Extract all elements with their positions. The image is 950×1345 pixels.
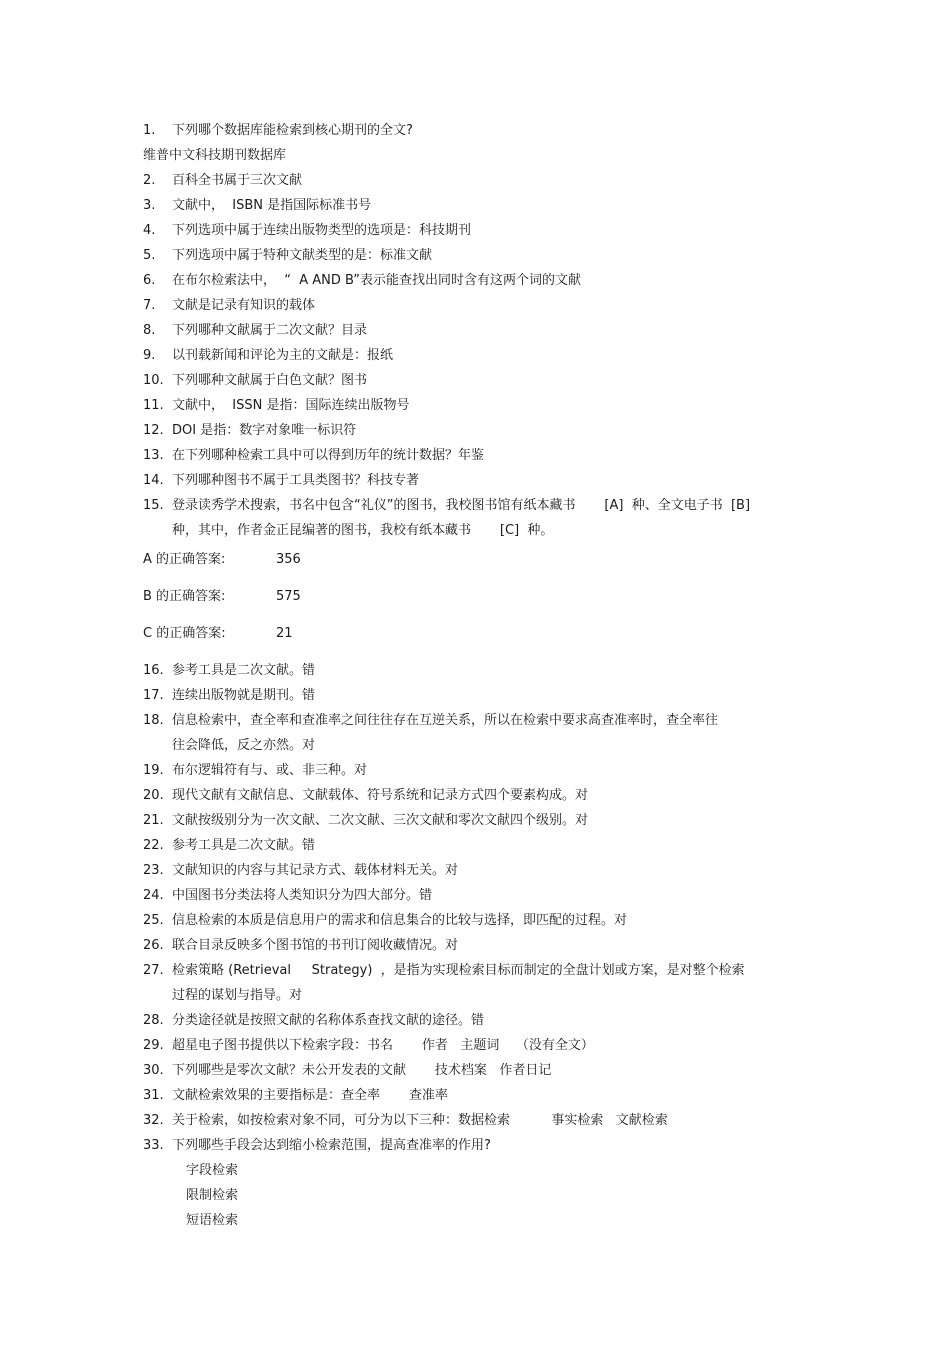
question-number: 3.	[143, 198, 156, 213]
question-number: 27.	[143, 963, 164, 978]
question-item	[143, 758, 813, 783]
question-text: 连续出版物就是期刊。错	[172, 688, 316, 703]
question-item	[143, 783, 813, 808]
question-number: 20.	[143, 788, 164, 803]
answer-row	[143, 547, 813, 584]
question-number: 33.	[143, 1138, 164, 1153]
question-text: 文献按级别分为一次文献、二次文献、三次文献和零次文献四个级别。对	[172, 813, 589, 828]
question-item	[143, 318, 813, 343]
question-item	[143, 883, 813, 908]
question-item	[143, 468, 813, 493]
question-text: 关于检索，如按检索对象不同，可分为以下三种：数据检索 事实检索 文献检索	[172, 1113, 668, 1128]
question-text: 布尔逻辑符有与、或、非三种。对	[172, 763, 368, 778]
question-number: 16.	[143, 663, 164, 678]
question-number: 22.	[143, 838, 164, 853]
question-text: 在下列哪种检索工具中可以得到历年的统计数据？年鉴	[172, 448, 485, 463]
question-number: 8.	[143, 323, 156, 338]
question-number: 18.	[143, 713, 164, 728]
question-text: 参考工具是二次文献。错	[172, 838, 316, 853]
question-item	[143, 1083, 813, 1108]
question-number: 25.	[143, 913, 164, 928]
question-text: 超星电子图书提供以下检索字段：书名 作者 主题词 （没有全文）	[172, 1038, 594, 1053]
question-item	[143, 1033, 813, 1058]
question-number: 32.	[143, 1113, 164, 1128]
answer-label: A 的正确答案:	[143, 552, 226, 567]
answer-row	[143, 584, 813, 621]
question-list	[143, 118, 813, 1233]
question-number: 29.	[143, 1038, 164, 1053]
question-text: 下列选项中属于连续出版物类型的选项是：科技期刊	[172, 223, 472, 238]
options-block	[143, 1158, 813, 1233]
answer-value: 21	[276, 626, 293, 641]
question-text: 下列选项中属于特种文献类型的是：标准文献	[172, 248, 433, 263]
question-number: 21.	[143, 813, 164, 828]
question-item	[143, 833, 813, 858]
question-number: 9.	[143, 348, 156, 363]
question-item	[143, 493, 813, 518]
question-number: 1.	[143, 123, 156, 138]
question-item	[143, 858, 813, 883]
question-number: 24.	[143, 888, 164, 903]
question-item	[143, 1008, 813, 1033]
question-text: 在布尔检索法中， “ A AND B”表示能查找出同时含有这两个词的文献	[172, 273, 581, 288]
answer-value: 575	[276, 589, 301, 604]
option-item: 限制检索	[186, 1188, 239, 1203]
question-item	[143, 243, 813, 268]
answer-value: 356	[276, 552, 301, 567]
question-item	[143, 1108, 813, 1133]
question-item	[143, 418, 813, 443]
question-number: 5.	[143, 248, 156, 263]
question-item	[143, 393, 813, 418]
question-number: 7.	[143, 298, 156, 313]
question-text: 文献中， ISBN 是指国际标准书号	[172, 198, 372, 213]
question-item	[143, 293, 813, 318]
question-item	[143, 193, 813, 218]
question-text: 下列哪种文献属于二次文献？目录	[172, 323, 368, 338]
question-number: 31.	[143, 1088, 164, 1103]
question-text-continued: 过程的谋划与指导。对	[172, 988, 303, 1003]
question-text: 下列哪个数据库能检索到核心期刊的全文?	[172, 123, 413, 138]
answer-block	[143, 547, 813, 658]
answer-line: 维普中文科技期刊数据库	[143, 148, 287, 163]
question-text: 中国图书分类法将人类知识分为四大部分。错	[172, 888, 433, 903]
answer-row	[143, 621, 813, 658]
question-item	[143, 908, 813, 933]
question-text: 登录读秀学术搜索，书名中包含“礼仪”的图书，我校图书馆有纸本藏书 [A] 种、全文电子书 [B]	[172, 498, 751, 513]
question-text: 分类途径就是按照文献的名称体系查找文献的途径。错	[172, 1013, 485, 1028]
question-number: 13.	[143, 448, 164, 463]
question-text: 文献中， ISSN 是指：国际连续出版物号	[172, 398, 410, 413]
question-number: 28.	[143, 1013, 164, 1028]
questions-block-2	[143, 658, 813, 1158]
question-number: 14.	[143, 473, 164, 488]
question-text: 现代文献有文献信息、文献载体、符号系统和记录方式四个要素构成。对	[172, 788, 589, 803]
question-item	[143, 1058, 813, 1083]
question-text: 以刊载新闻和评论为主的文献是：报纸	[172, 348, 394, 363]
question-text: 下列哪些手段会达到缩小检索范围，提高查准率的作用?	[172, 1138, 491, 1153]
question-item	[143, 218, 813, 243]
question-item	[143, 343, 813, 368]
question-text: 百科全书属于三次文献	[172, 173, 303, 188]
question-number: 26.	[143, 938, 164, 953]
option-item: 短语检索	[186, 1213, 239, 1228]
question-number: 19.	[143, 763, 164, 778]
question-text: 下列哪种图书不属于工具类图书？科技专著	[172, 473, 420, 488]
question-text: 信息检索中，查全率和查准率之间往往存在互逆关系，所以在检索中要求高查准率时，查全率往	[172, 713, 719, 728]
questions-block-1	[143, 118, 813, 543]
question-number: 11.	[143, 398, 164, 413]
question-text: 信息检索的本质是信息用户的需求和信息集合的比较与选择，即匹配的过程。对	[172, 913, 628, 928]
question-number: 12.	[143, 423, 164, 438]
question-number: 2.	[143, 173, 156, 188]
question-item	[143, 118, 813, 143]
question-text: DOI 是指：数字对象唯一标识符	[172, 423, 357, 438]
question-text-continued: 往会降低，反之亦然。对	[172, 738, 316, 753]
question-item	[143, 268, 813, 293]
question-item	[143, 958, 813, 983]
question-item	[143, 708, 813, 733]
question-text: 下列哪些是零次文献？未公开发表的文献 技术档案 作者日记	[172, 1063, 552, 1078]
question-number: 30.	[143, 1063, 164, 1078]
question-number: 4.	[143, 223, 156, 238]
question-item	[143, 933, 813, 958]
question-number: 15.	[143, 498, 164, 513]
question-text: 参考工具是二次文献。错	[172, 663, 316, 678]
question-text: 文献知识的内容与其记录方式、载体材料无关。对	[172, 863, 459, 878]
question-item	[143, 808, 813, 833]
answer-label: C 的正确答案:	[143, 626, 226, 641]
question-number: 23.	[143, 863, 164, 878]
question-item	[143, 168, 813, 193]
question-text: 文献检索效果的主要指标是：查全率 查准率	[172, 1088, 448, 1103]
question-text: 检索策略 (Retrieval Strategy) ，是指为实现检索目标而制定的全盘计划或方案，是对整个检索	[172, 963, 745, 978]
question-item	[143, 443, 813, 468]
option-item: 字段检索	[186, 1163, 239, 1178]
question-text-continued: 种，其中，作者金正昆编著的图书，我校有纸本藏书 [C] 种。	[172, 523, 554, 538]
question-number: 10.	[143, 373, 164, 388]
answer-label: B 的正确答案:	[143, 589, 226, 604]
question-text: 下列哪种文献属于白色文献？图书	[172, 373, 368, 388]
question-number: 6.	[143, 273, 156, 288]
question-item	[143, 658, 813, 683]
question-text: 文献是记录有知识的载体	[172, 298, 316, 313]
question-number: 17.	[143, 688, 164, 703]
question-item	[143, 1133, 813, 1158]
question-item	[143, 683, 813, 708]
question-text: 联合目录反映多个图书馆的书刊订阅收藏情况。对	[172, 938, 459, 953]
question-item	[143, 368, 813, 393]
